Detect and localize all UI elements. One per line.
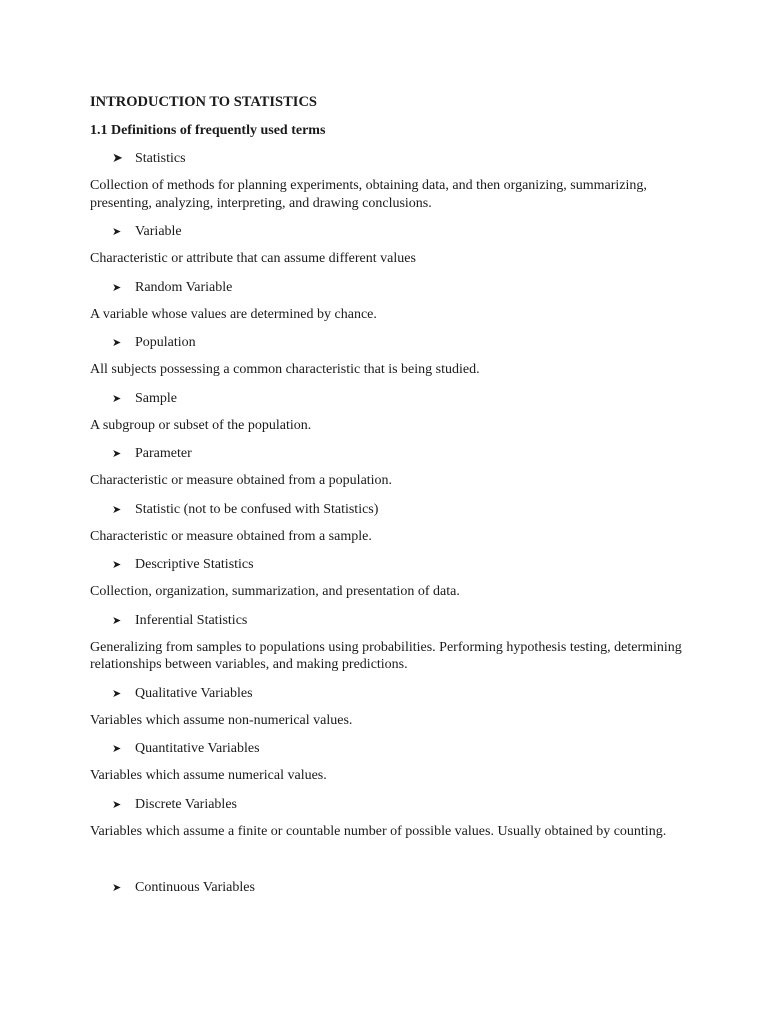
- term-discrete-variables: [90, 795, 690, 815]
- arrow-bullet-icon: ➤: [112, 881, 122, 894]
- term-random-variable: [90, 278, 690, 298]
- term-label: Statistic (not to be confused with Statistics): [135, 501, 379, 517]
- term-descriptive-statistics: [90, 555, 690, 575]
- section-heading: 1.1 Definitions of frequently used terms: [90, 123, 326, 138]
- arrow-bullet-icon: ➤: [112, 280, 122, 294]
- document-title: INTRODUCTION TO STATISTICS: [90, 94, 317, 110]
- arrow-bullet-icon: ➤: [112, 502, 122, 516]
- definition-quantitative-variables: Variables which assume numerical values.: [90, 768, 327, 783]
- arrow-bullet-icon: ➤: [112, 336, 122, 349]
- arrow-bullet-icon: ➤: [112, 151, 123, 166]
- term-label: Variable: [135, 224, 182, 239]
- term-statistic: [90, 500, 690, 520]
- term-qualitative-variables: [90, 684, 690, 704]
- definition-sample: A subgroup or subset of the population.: [90, 417, 312, 433]
- definition-variable: Characteristic or attribute that can assume different values: [90, 251, 416, 266]
- term-label: Statistics: [135, 151, 186, 166]
- document-content: [90, 92, 690, 906]
- arrow-bullet-icon: ➤: [112, 686, 122, 700]
- term-label: Qualitative Variables: [135, 685, 253, 701]
- definition-parameter: Characteristic or measure obtained from a population.: [90, 473, 393, 488]
- term-label: Parameter: [135, 446, 192, 461]
- definition-discrete-variables: Variables which assume a finite or countable number of possible values. Usually obtained by counting.: [90, 823, 667, 839]
- definition-random-variable: A variable whose values are determined by chance.: [90, 306, 377, 322]
- arrow-bullet-icon: ➤: [112, 225, 122, 238]
- term-label: Discrete Variables: [135, 796, 237, 812]
- term-sample: [90, 389, 690, 409]
- blank-space: [90, 850, 690, 878]
- arrow-bullet-icon: ➤: [112, 391, 122, 405]
- term-label: Random Variable: [135, 279, 233, 295]
- definition-population: All subjects possessing a common characteristic that is being studied.: [90, 362, 480, 377]
- term-population: [90, 333, 690, 353]
- definition-descriptive-statistics: Collection, organization, summarization, and presentation of data.: [90, 584, 460, 599]
- arrow-bullet-icon: ➤: [112, 447, 122, 460]
- definition-statistics: Collection of methods for planning experiments, obtaining data, and then organizing, summarizing, presenting, analyzing, interpreting, and drawing conclusions.: [90, 178, 647, 211]
- term-continuous-variables: [90, 878, 690, 898]
- arrow-bullet-icon: ➤: [112, 613, 122, 627]
- definition-qualitative-variables: Variables which assume non-numerical values.: [90, 712, 353, 728]
- term-parameter: [90, 444, 690, 464]
- definition-inferential-statistics: Generalizing from samples to populations using probabilities. Performing hypothesis testing, determining relationships between variables, and making predictions.: [90, 639, 682, 672]
- term-statistics: [90, 149, 690, 169]
- arrow-bullet-icon: ➤: [112, 742, 122, 755]
- term-label: Quantitative Variables: [135, 741, 260, 756]
- term-label: Population: [135, 335, 196, 350]
- term-quantitative-variables: [90, 739, 690, 759]
- definition-statistic: Characteristic or measure obtained from a sample.: [90, 528, 372, 544]
- term-inferential-statistics: [90, 611, 690, 631]
- term-label: Inferential Statistics: [135, 612, 248, 628]
- term-label: Descriptive Statistics: [135, 557, 254, 572]
- arrow-bullet-icon: ➤: [112, 558, 122, 571]
- arrow-bullet-icon: ➤: [112, 797, 122, 811]
- term-label: Sample: [135, 390, 177, 406]
- term-label: Continuous Variables: [135, 880, 255, 895]
- term-variable: [90, 222, 690, 242]
